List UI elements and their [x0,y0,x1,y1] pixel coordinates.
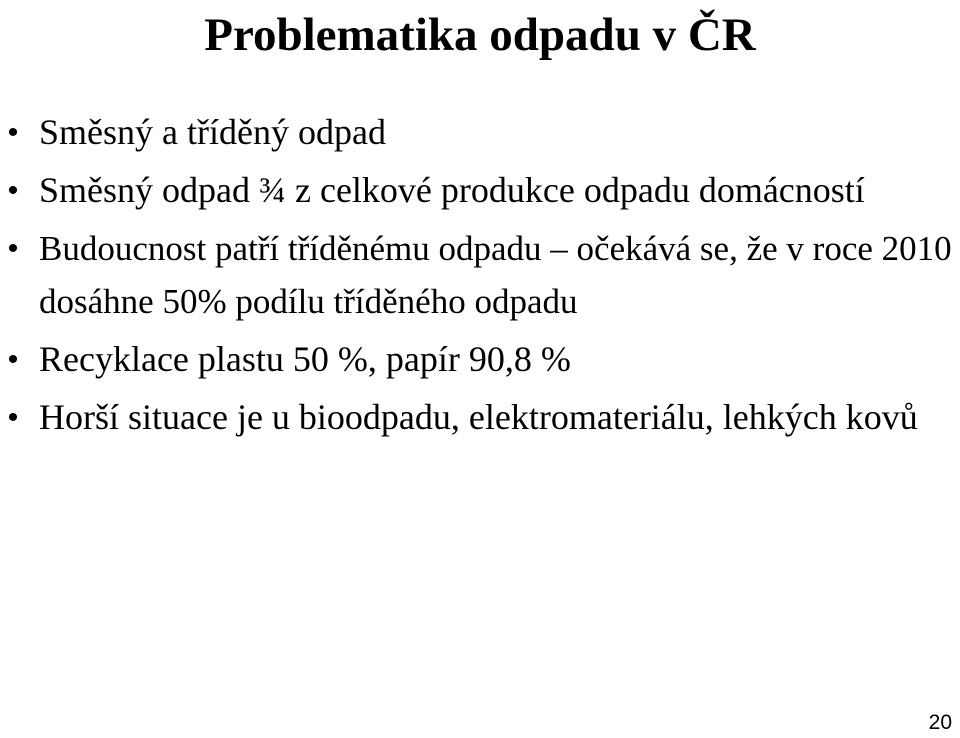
bullet-text: Směsný odpad ¾ z celkové produkce odpadu domácností [39,170,865,210]
bullet-dot-icon: • [7,232,19,265]
bullet-dot-icon: • [7,343,19,376]
bullet-dot-icon: • [7,401,19,434]
bullet-dot-icon: • [7,174,19,207]
page-number: 20 [928,711,952,734]
bullet-text: Recyklace plastu 50 %, papír 90,8 % [39,339,571,379]
slide-title: Problematika odpadu v ČR [204,9,756,61]
bullet-item [0,106,960,159]
bullet-item [0,164,960,217]
bullet-item [0,333,960,386]
bullet-text: Směsný a tříděný odpad [39,112,386,152]
bullet-text: Budoucnost patří tříděnému odpadu – očekává se, že v roce 2010 dosáhne 50% podílu tříděného odpadu [39,229,952,321]
bullet-text: Horší situace je u bioodpadu, elektromateriálu, lehkých kovů [39,397,918,437]
bullet-item [0,391,960,444]
bullet-dot-icon: • [7,116,19,149]
bullet-item [0,222,960,328]
bullet-list [0,106,960,449]
